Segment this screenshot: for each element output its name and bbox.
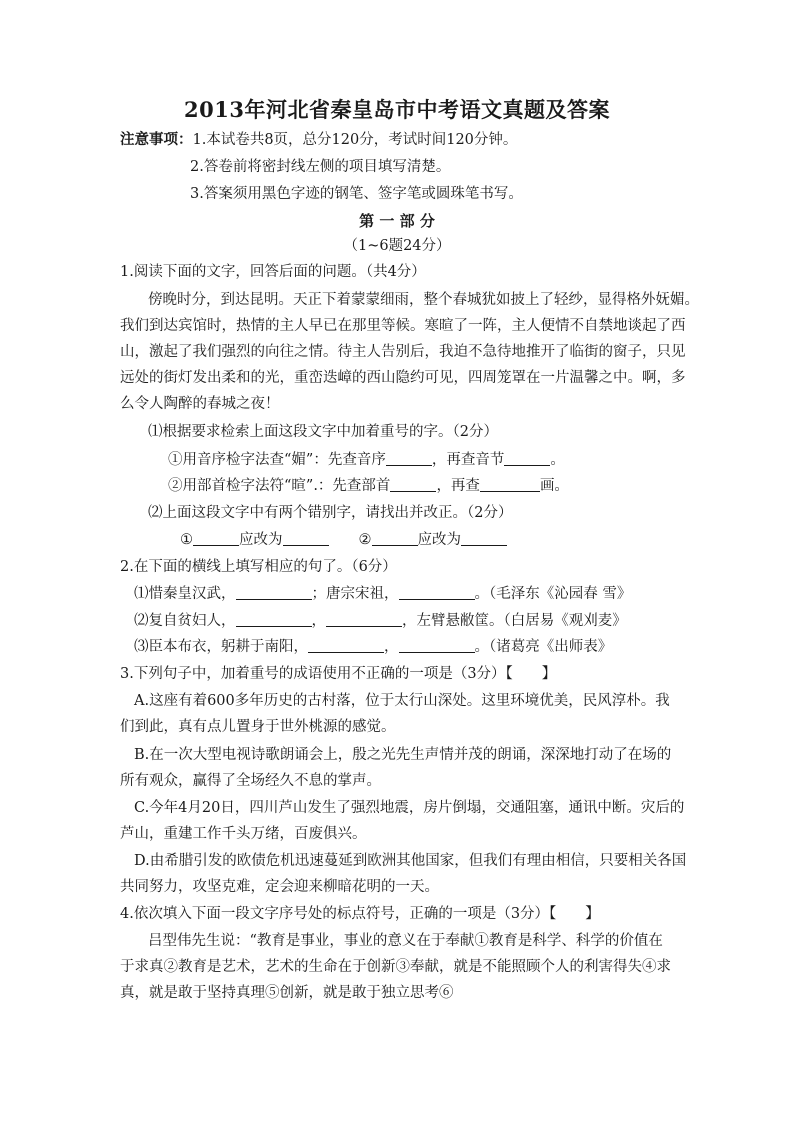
notice-item-3: 3.答案须用黑色字迹的钢笔、签字笔或圆珠笔书写。 [190,186,523,202]
notice-item-1: 1.本试卷共8页，总分120分，考试时间120分钟。 [192,132,518,148]
part-heading: 第 一 部 分 [359,212,435,230]
q3-option-a-line-2: 们到此，真有点儿置身于世外桃源的感觉。 [120,719,396,735]
q1-sub1-b: ②用部首检字法符“暄”.：先查部首 ，再查 画。 [168,478,569,494]
answer-blank[interactable] [390,477,436,492]
q3-option-b-line-1: B.在一次大型电视诗歌朗诵会上，殷之光先生声情并茂的朗诵，深深地打动了在场的 [134,747,672,763]
answer-blank[interactable] [461,531,507,546]
q2-item-b: ⑵复自贫妇人， ， ，左臂悬敝筐。（白居易《观刈麦》 [134,613,627,629]
answer-blank[interactable] [399,585,475,600]
q1-passage-line-1: 傍晚时分，到达昆明。天正下着蒙蒙细雨，整个春城犹如披上了轻纱，显得格外妩媚。 [148,292,699,308]
q3-stem: 3.下列句子中，加着重号的成语使用不正确的一项是（3分）【 】 [120,666,557,682]
notice-item-2: 2.答卷前将密封线左侧的项目填写清楚。 [190,159,451,175]
q1-passage-line-3: 山，激起了我们强烈的向往之情。待主人告别后，我迫不急待地推开了临街的窗子，只见 [120,344,686,360]
q1-passage-line-5: 么令人陶醉的春城之夜！ [120,396,280,412]
q3-option-b-line-2: 所有观众，赢得了全场经久不息的掌声。 [120,773,381,789]
q3-option-a-line-1: A.这座有着600多年历史的古村落，位于太行山深处。这里环境优美，民风淳朴。我 [134,693,670,709]
q4-passage-line-1: 吕型伟先生说：“教育是事业，事业的意义在于奉献①教育是科学、科学的价值在 [148,933,663,949]
q1-stem: 1.阅读下面的文字，回答后面的问题。（共4分） [120,264,426,280]
q1-sub1-stem: ⑴根据要求检索上面这段文字中加着重号的字。（2分） [148,424,498,440]
answer-blank[interactable] [504,451,550,466]
q2-item-a: ⑴惜秦皇汉武， ；唐宗宋祖， 。（毛泽东《沁园春 雪》 [134,586,632,602]
answer-blank[interactable] [236,585,312,600]
answer-blank[interactable] [399,638,475,653]
q3-option-c-line-1: C.今年4月20日，四川芦山发生了强烈地震，房片倒塌，交通阻塞，通讯中断。灾后的 [134,800,685,816]
notice-line-1 [120,130,517,150]
q1-passage-line-4: 远处的街灯发出柔和的光，重峦迭嶂的西山隐约可见，四周笼罩在一片温馨之中。啊，多 [120,370,686,386]
answer-blank[interactable] [372,531,418,546]
q2-item-c: ⑶臣本布衣，躬耕于南阳， ， 。（诸葛亮《出师表》 [134,639,613,655]
q4-passage-line-3: 真，就是敢于坚持真理⑤创新，就是敢于独立思考⑥ [120,985,454,1001]
answer-blank[interactable] [386,451,432,466]
answer-blank[interactable] [236,612,312,627]
q1-passage-line-2: 我们到达宾馆时，热情的主人早已在那里等候。寒暄了一阵，主人便情不自禁地谈起了西 [120,318,686,334]
notice-label: 注意事项： [120,131,193,148]
q4-passage-line-2: 于求真②教育是艺术，艺术的生命在于创新③奉献，就是不能照顾个人的利害得失④求 [120,959,671,975]
answer-blank[interactable] [283,531,329,546]
q1-sub1-a: ①用音序检字法查“媚”：先查音序 ，再查音节 。 [168,452,565,468]
q3-option-d-line-2: 共同努力，攻坚克难，定会迎来柳暗花明的一天。 [120,879,439,895]
q3-option-d-line-1: D.由希腊引发的欧债危机迅速蔓延到欧洲其他国家，但我们有理由相信，只要相关各国 [134,853,687,869]
q1-sub2-answers: ① 应改为 ② 应改为 [180,530,507,550]
q3-option-c-line-2: 芦山，重建工作千头万绪，百废俱兴。 [120,826,367,842]
q4-stem: 4.依次填入下面一段文字序号处的标点符号，正确的一项是（3分）【 】 [120,906,600,922]
answer-blank[interactable] [308,638,384,653]
q1-sub2-stem: ⑵上面这段文字中有两个错别字，请找出并改正。（2分） [148,505,513,521]
q2-stem: 2.在下面的横线上填写相应的句了。（6分） [120,559,397,575]
part-subheading: （1~6题24分） [343,238,451,254]
answer-blank[interactable] [326,612,402,627]
answer-blank[interactable] [193,531,239,546]
answer-blank[interactable] [480,477,540,492]
exam-title: 2013年河北省秦皇岛市中考语文真题及答案 [184,97,610,122]
